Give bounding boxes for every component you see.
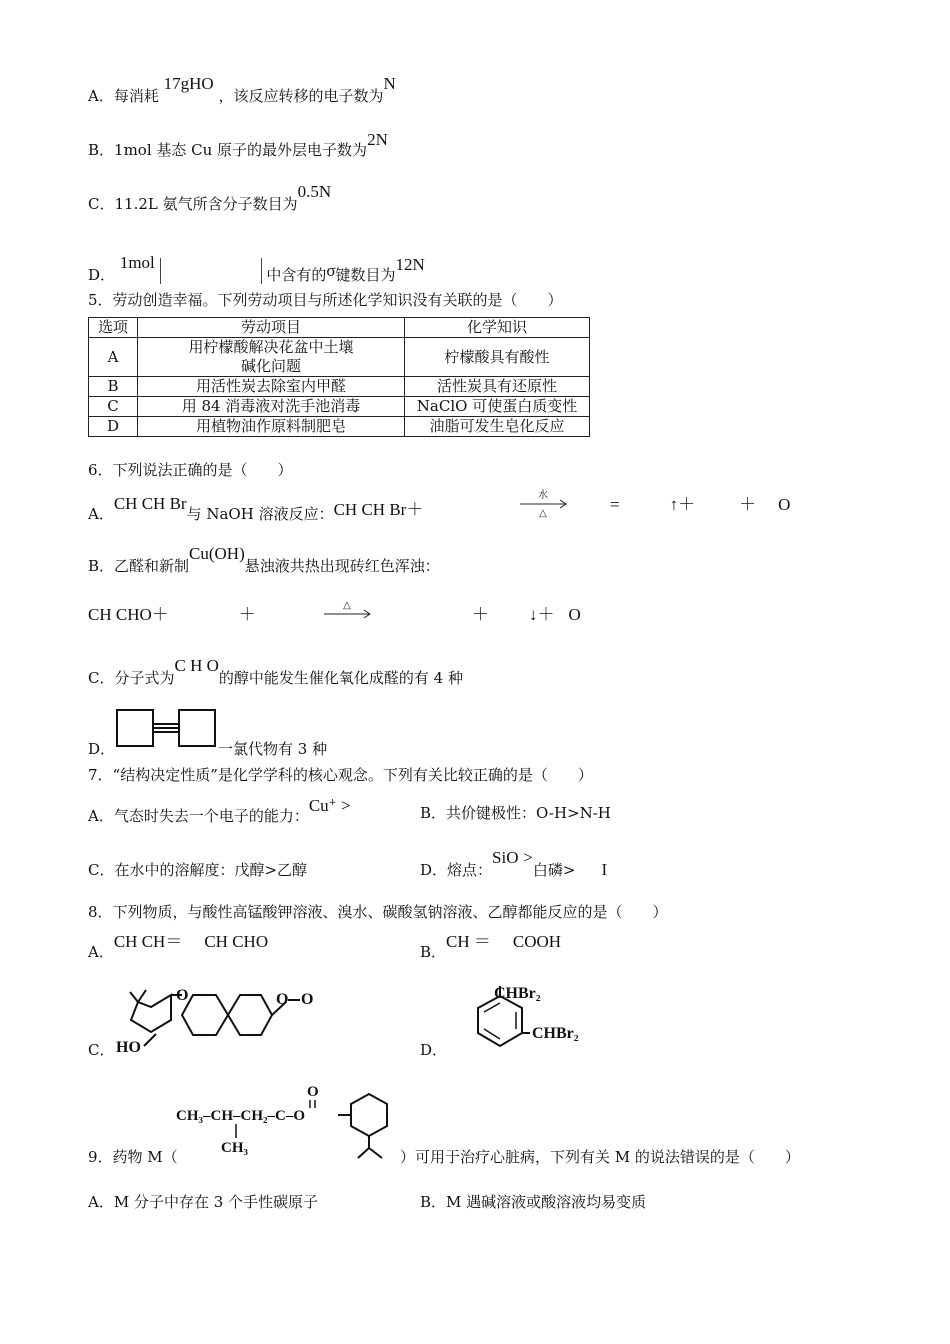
drug-m-structure [176, 1082, 406, 1168]
q5-stem: 5．劳动创造幸福。下列劳动项目与所述化学知识没有关联的是（ ） [88, 291, 563, 309]
q8-option-b: B．CH ＝ COOH [420, 932, 562, 961]
struct-ch3-label: CH₃ [221, 1140, 248, 1156]
arrow-condition: △ [343, 600, 351, 611]
cell-option: D [89, 417, 138, 437]
q7-option-a: A．气态时失去一个电子的能力：Cu+ > [88, 796, 351, 825]
q6-option-a: A．CH CH Br与 NaOH 溶液反应：CH CH Br＋ [88, 494, 424, 523]
q6-b-equation-rest: ＋ ↓＋ O [472, 605, 581, 624]
cell-option: C [89, 397, 138, 417]
header-option: 选项 [89, 318, 138, 338]
cell-task: 用活性炭去除室内甲醛 [138, 377, 405, 397]
struct-carbonyl-o: O [307, 1084, 319, 1100]
q9-option-a: A．M 分子中存在 3 个手性碳原子 [88, 1193, 319, 1211]
chbr2-bottom-label: CHBr₂ [532, 1025, 579, 1042]
q4-option-b: B．1mol 基态 Cu 原子的最外层电子数为2N [88, 130, 388, 159]
arrow-condition: 水 [538, 490, 548, 501]
coumarin-structure [116, 982, 316, 1066]
q6-b-equation: CH CHO＋ ＋ [88, 605, 256, 624]
q8-option-a: A．CH CH＝ CH CHO [88, 932, 269, 961]
q7-stem: 7．“结构决定性质”是化学学科的核心观念。下列有关比较正确的是（ ） [88, 766, 593, 784]
q7-option-b: B．共价键极性：O-H>N-H [420, 804, 611, 822]
cell-option: B [89, 377, 138, 397]
q6-b-arrow [322, 598, 374, 628]
q6-option-c: C．分子式为C H O的醇中能发生催化氧化成醛的有 4 种 [88, 656, 463, 687]
q6-option-b: B．乙醛和新制Cu(OH)悬浊液共热出现砖红色浑浊： [88, 544, 440, 575]
chbr2-top-label: CHBr₂ [494, 985, 541, 1002]
cell-knowledge: 油脂可发生皂化反应 [405, 417, 590, 437]
table-row [89, 338, 590, 377]
table-header-row [89, 318, 590, 338]
q8-option-c-label: C． [88, 1041, 115, 1059]
table-row [89, 417, 590, 437]
q9-stem-post: ）可用于治疗心脏病，下列有关 M 的说法错误的是（ ） [400, 1148, 800, 1166]
q4-option-a: A．每消耗 17gHO ，该反应转移的电子数为N [88, 74, 396, 105]
q9-option-b: B．M 遇碱溶液或酸溶液均易变质 [420, 1193, 647, 1211]
cell-task: 用植物油作原料制肥皂 [138, 417, 405, 437]
header-knowledge: 化学知识 [405, 318, 590, 338]
table-row [89, 377, 590, 397]
d-bracket-placeholder [160, 258, 262, 284]
q9-stem-pre: 9．药物 M（ [88, 1148, 178, 1166]
q8-stem: 8．下列物质，与酸性高锰酸钾溶液、溴水、碳酸氢钠溶液、乙醇都能反应的是（ ） [88, 903, 668, 921]
cell-option: A [89, 338, 138, 377]
q4-option-c: C．11.2L 氨气所含分子数目为0.5N [88, 182, 332, 213]
struct-chain-label: CH₃–CH–CH₂–C–O [176, 1108, 305, 1124]
cell-task: 用柠檬酸解决花盆中土壤碱化问题 [138, 338, 405, 377]
ho-label: HO [116, 1039, 141, 1056]
q7-option-d: D．熔点：SiO >白磷> I [420, 848, 608, 879]
cell-knowledge: 活性炭具有还原性 [405, 377, 590, 397]
q6-a-arrow [518, 488, 570, 522]
q6-a-equation-rest: = ↑＋ ＋ O [610, 495, 791, 514]
header-task: 劳动项目 [138, 318, 405, 338]
q6-option-d-label: D． [88, 740, 116, 758]
svg-text:O: O [301, 991, 314, 1008]
svg-text:O: O [276, 991, 289, 1008]
svg-text:△: △ [539, 508, 547, 518]
q7-option-c: C．在水中的溶解度：戊醇>乙醇 [88, 861, 308, 879]
cell-task: 用 84 消毒液对洗手池消毒 [138, 397, 405, 417]
cell-knowledge: NaClO 可使蛋白质变性 [405, 397, 590, 417]
q4-option-d: D． 1mol 中含有的σ键数目为12N [88, 253, 425, 284]
bicyclobutylidene-structure [116, 708, 218, 754]
svg-text:O: O [176, 987, 189, 1004]
q6-stem: 6．下列说法正确的是（ ） [88, 461, 293, 479]
table-row [89, 397, 590, 417]
q6-d-text: 一氯代物有 3 种 [218, 740, 328, 758]
dibromomethyl-benzene-structure [448, 978, 588, 1062]
q8-option-d-label: D． [420, 1041, 448, 1059]
cell-knowledge: 柠檬酸具有酸性 [405, 338, 590, 377]
q5-table [88, 317, 590, 437]
